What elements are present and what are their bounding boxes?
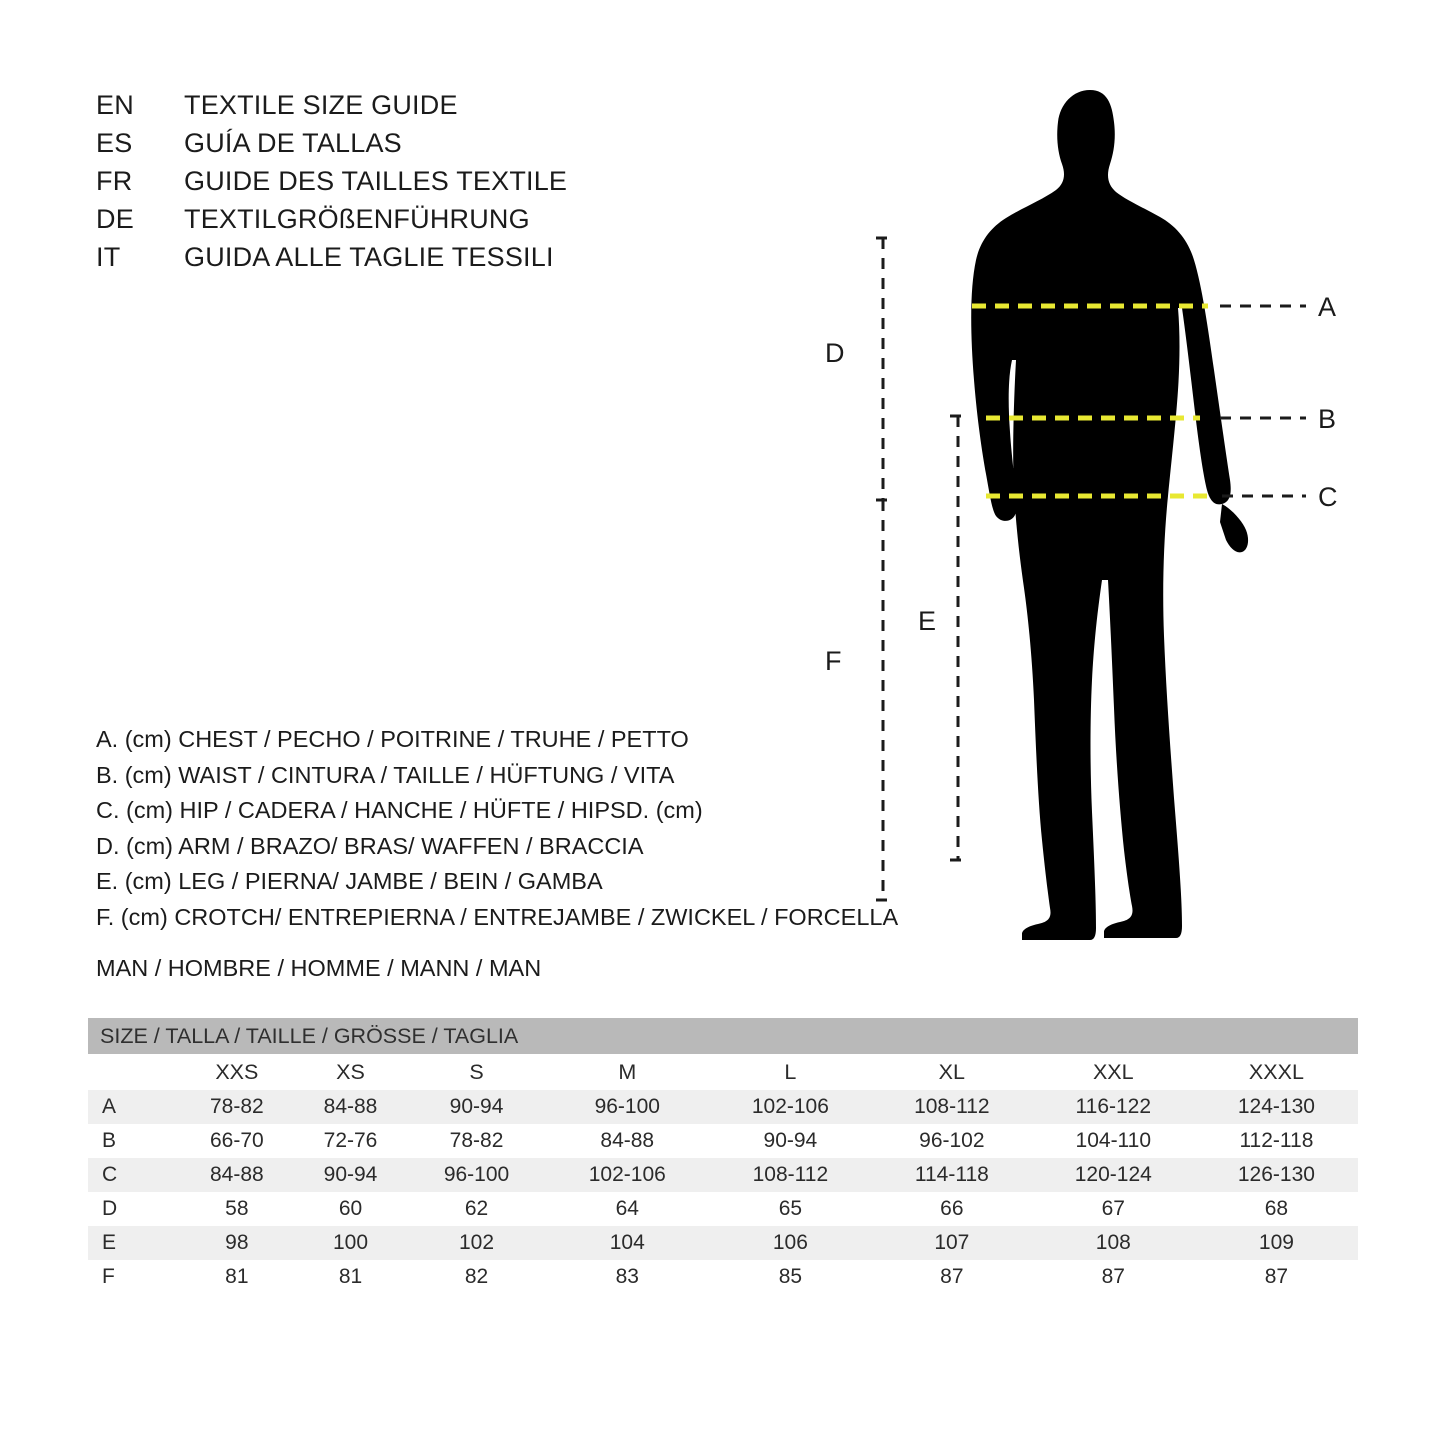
cell-c-xxl: 120-124 xyxy=(1032,1158,1195,1192)
cell-e-s: 102 xyxy=(407,1226,545,1260)
cell-e-xxxl: 109 xyxy=(1195,1226,1358,1260)
gender-label: MAN / HOMBRE / HOMME / MANN / MAN xyxy=(96,955,542,981)
cell-d-xxs: 58 xyxy=(180,1192,294,1226)
cell-c-s: 96-100 xyxy=(407,1158,545,1192)
cell-c-xs: 90-94 xyxy=(294,1158,408,1192)
cell-a-xl: 108-112 xyxy=(872,1090,1032,1124)
marker-label-a: A xyxy=(1318,292,1337,322)
column-header-xxxl: XXXL xyxy=(1195,1054,1358,1090)
body-diagram xyxy=(790,60,1390,960)
legend-item-d: D. (cm) ARM / BRAZO/ BRAS/ WAFFEN / BRACCIA xyxy=(96,832,644,859)
cell-f-xs: 81 xyxy=(294,1260,408,1294)
cell-d-xs: 60 xyxy=(294,1192,408,1226)
cell-e-l: 106 xyxy=(709,1226,872,1260)
cell-b-xxl: 104-110 xyxy=(1032,1124,1195,1158)
title-lang-en: EN xyxy=(96,90,134,120)
column-header-xl: XL xyxy=(872,1054,1032,1090)
cell-f-m: 83 xyxy=(546,1260,709,1294)
column-header-xxl: XXL xyxy=(1032,1054,1195,1090)
cell-a-xxs: 78-82 xyxy=(180,1090,294,1124)
title-row-fr xyxy=(96,166,736,204)
column-header-xxs: XXS xyxy=(180,1054,294,1090)
column-header-corner xyxy=(88,1054,180,1090)
marker-label-f: F xyxy=(825,646,842,676)
title-row-en xyxy=(96,90,736,128)
title-text-fr: GUIDE DES TAILLES TEXTILE xyxy=(184,166,568,196)
cell-a-m: 96-100 xyxy=(546,1090,709,1124)
cell-f-l: 85 xyxy=(709,1260,872,1294)
cell-d-xxxl: 68 xyxy=(1195,1192,1358,1226)
column-header-m: M xyxy=(546,1054,709,1090)
cell-a-xxl: 116-122 xyxy=(1032,1090,1195,1124)
title-lang-de: DE xyxy=(96,204,134,234)
table-header-title: SIZE / TALLA / TAILLE / GRÖSSE / TAGLIA xyxy=(100,1023,519,1048)
legend-item-e: E. (cm) LEG / PIERNA/ JAMBE / BEIN / GAMBA xyxy=(96,868,603,894)
cell-f-xxxl: 87 xyxy=(1195,1260,1358,1294)
cell-d-m: 64 xyxy=(546,1192,709,1226)
title-row-es xyxy=(96,128,736,166)
cell-b-s: 78-82 xyxy=(407,1124,545,1158)
legend-item-a: A. (cm) CHEST / PECHO / POITRINE / TRUHE / PETTO xyxy=(96,726,689,752)
cell-c-m: 102-106 xyxy=(546,1158,709,1192)
cell-b-l: 90-94 xyxy=(709,1124,872,1158)
table-row xyxy=(88,1192,1358,1226)
row-label-e: E xyxy=(88,1226,180,1260)
title-lang-fr: FR xyxy=(96,166,133,196)
marker-label-e: E xyxy=(918,606,937,636)
cell-e-xxl: 108 xyxy=(1032,1226,1195,1260)
column-header-xs: XS xyxy=(294,1054,408,1090)
size-table xyxy=(88,1018,1358,1294)
cell-f-xl: 87 xyxy=(872,1260,1032,1294)
cell-d-s: 62 xyxy=(407,1192,545,1226)
cell-e-xl: 107 xyxy=(872,1226,1032,1260)
table-row xyxy=(88,1226,1358,1260)
marker-label-d: D xyxy=(825,338,845,368)
cell-b-xxs: 66-70 xyxy=(180,1124,294,1158)
title-text-es: GUÍA DE TALLAS xyxy=(184,128,402,158)
table-row xyxy=(88,1158,1358,1192)
cell-c-xxxl: 126-130 xyxy=(1195,1158,1358,1192)
column-header-s: S xyxy=(407,1054,545,1090)
cell-d-xxl: 67 xyxy=(1032,1192,1195,1226)
legend-item-c: C. (cm) HIP / CADERA / HANCHE / HÜFTE / HIPSD. (cm) xyxy=(96,797,703,823)
title-lang-it: IT xyxy=(96,242,121,272)
measurement-legend xyxy=(96,722,899,935)
row-label-c: C xyxy=(88,1158,180,1192)
cell-a-s: 90-94 xyxy=(407,1090,545,1124)
cell-d-xl: 66 xyxy=(872,1192,1032,1226)
cell-f-s: 82 xyxy=(407,1260,545,1294)
cell-a-l: 102-106 xyxy=(709,1090,872,1124)
column-header-l: L xyxy=(709,1054,872,1090)
cell-b-m: 84-88 xyxy=(546,1124,709,1158)
marker-label-c: C xyxy=(1318,482,1338,512)
cell-e-m: 104 xyxy=(546,1226,709,1260)
cell-c-l: 108-112 xyxy=(709,1158,872,1192)
row-label-d: D xyxy=(88,1192,180,1226)
man-silhouette xyxy=(971,90,1248,940)
title-text-it: GUIDA ALLE TAGLIE TESSILI xyxy=(184,242,554,272)
title-text-en: TEXTILE SIZE GUIDE xyxy=(184,90,458,120)
title-text-de: TEXTILGRÖßENFÜHRUNG xyxy=(184,204,530,234)
cell-d-l: 65 xyxy=(709,1192,872,1226)
table-row xyxy=(88,1260,1358,1294)
marker-label-b: B xyxy=(1318,404,1337,434)
title-lang-es: ES xyxy=(96,128,133,158)
cell-a-xs: 84-88 xyxy=(294,1090,408,1124)
cell-e-xxs: 98 xyxy=(180,1226,294,1260)
cell-e-xs: 100 xyxy=(294,1226,408,1260)
title-block xyxy=(96,90,736,280)
leader-lines xyxy=(1220,306,1306,496)
table-header-row xyxy=(88,1018,1358,1054)
cell-c-xxs: 84-88 xyxy=(180,1158,294,1192)
table-row xyxy=(88,1090,1358,1124)
cell-f-xxs: 81 xyxy=(180,1260,294,1294)
title-row-it xyxy=(96,242,736,280)
cell-b-xl: 96-102 xyxy=(872,1124,1032,1158)
row-label-b: B xyxy=(88,1124,180,1158)
cell-b-xs: 72-76 xyxy=(294,1124,408,1158)
cell-b-xxxl: 112-118 xyxy=(1195,1124,1358,1158)
cell-f-xxl: 87 xyxy=(1032,1260,1195,1294)
table-row xyxy=(88,1124,1358,1158)
table-column-header-row xyxy=(88,1054,1358,1090)
title-row-de xyxy=(96,204,736,242)
cell-a-xxxl: 124-130 xyxy=(1195,1090,1358,1124)
dimension-brackets xyxy=(876,238,965,900)
legend-item-f: F. (cm) CROTCH/ ENTREPIERNA / ENTREJAMBE / ZWICKEL / FORCELLA xyxy=(96,903,899,930)
row-label-f: F xyxy=(88,1260,180,1294)
cell-c-xl: 114-118 xyxy=(872,1158,1032,1192)
row-label-a: A xyxy=(88,1090,180,1124)
legend-item-b: B. (cm) WAIST / CINTURA / TAILLE / HÜFTUNG / VITA xyxy=(96,761,675,788)
